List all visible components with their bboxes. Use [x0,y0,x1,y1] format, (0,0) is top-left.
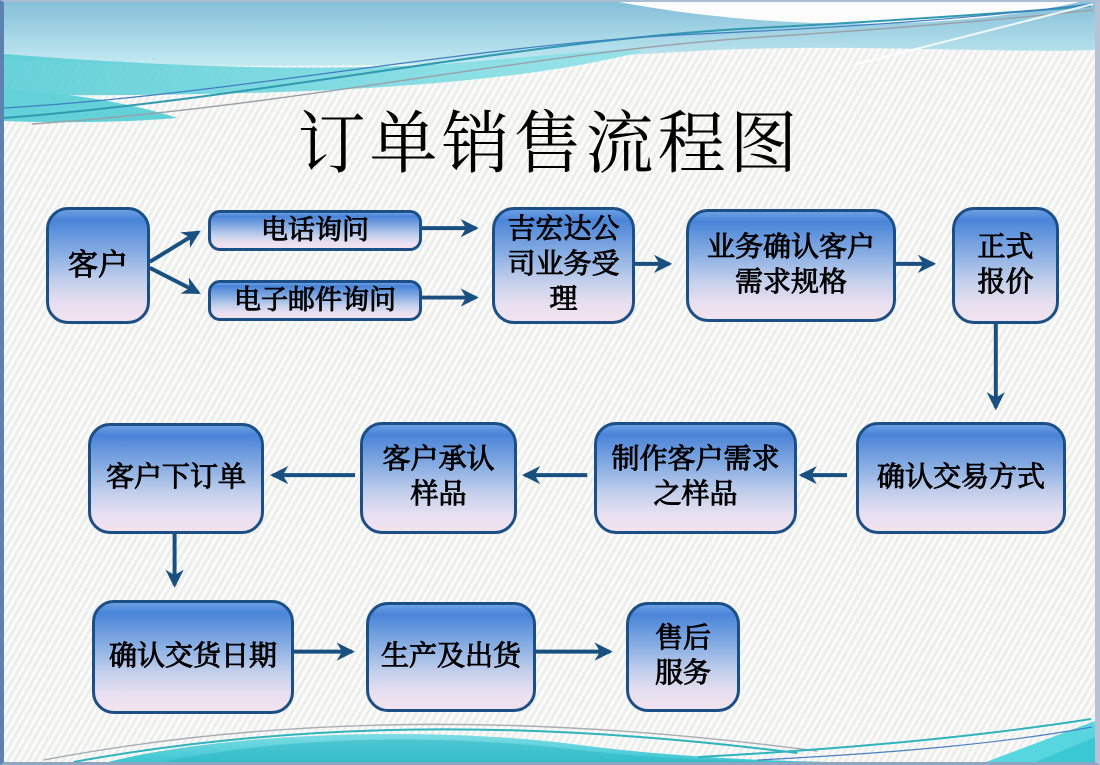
flow-node-make-sample: 制作客户需求之样品 [594,422,797,534]
flow-node-production-shipping: 生产及出货 [366,602,536,712]
bottom-wave-decoration [4,707,1095,762]
flow-node-customer: 客户 [46,207,150,324]
arrow-customer-phone [150,232,199,262]
flow-node-confirm-delivery-date: 确认交货日期 [92,600,294,714]
flow-node-place-order: 客户下订单 [88,423,264,534]
flow-node-phone-inquiry: 电话询问 [208,210,422,251]
flow-node-after-sales: 售后服务 [626,602,740,712]
slide-title: 订单销售流程图 [297,106,802,182]
flow-node-company-acceptance: 吉宏达公司业务受理 [492,207,635,324]
flow-node-confirm-requirements: 业务确认客户需求规格 [686,209,896,322]
flow-node-formal-quote: 正式报价 [952,207,1059,324]
arrow-customer-email [150,268,199,293]
flow-node-approve-sample: 客户承认样品 [360,422,517,534]
flow-node-email-inquiry: 电子邮件询问 [208,280,422,321]
flow-node-confirm-trade-method: 确认交易方式 [856,422,1066,534]
